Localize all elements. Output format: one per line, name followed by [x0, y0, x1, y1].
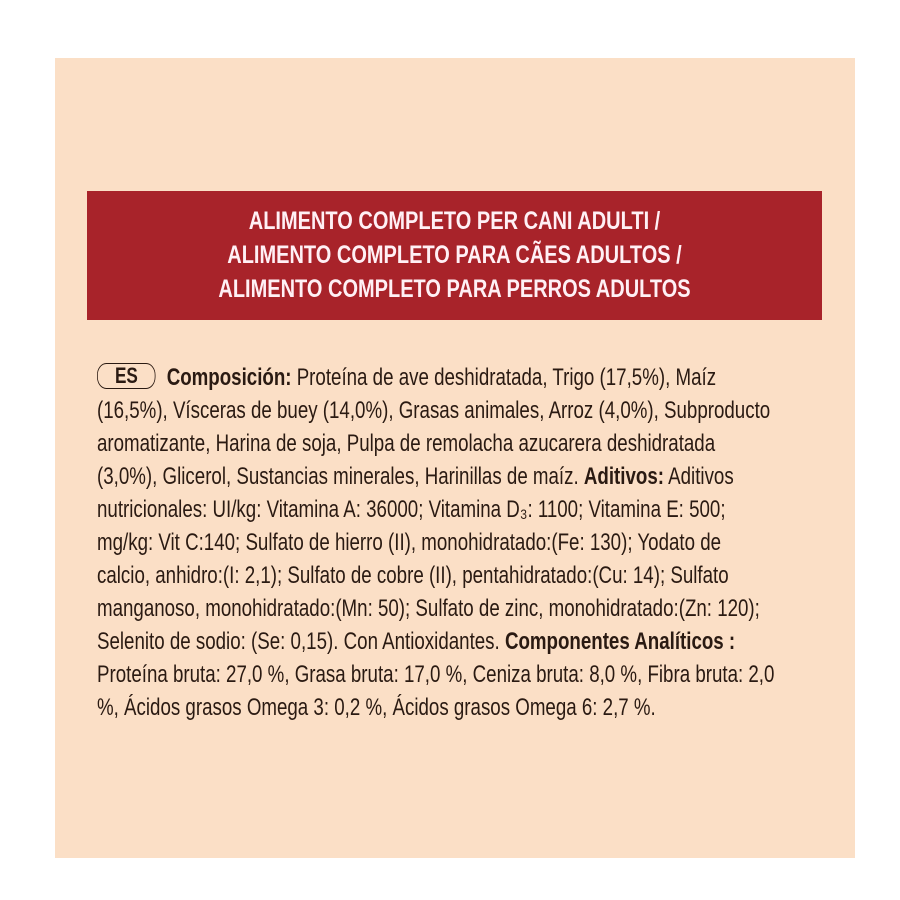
- language-badge: ES: [97, 363, 156, 389]
- text-segment: %, Ácidos grasos Omega 3: 0,2 %, Ácidos grasos Omega 6: 2,7 %.: [97, 694, 656, 721]
- text-segment: aromatizante, Harina de soja, Pulpa de remolacha azucarera deshidratada: [97, 430, 716, 457]
- text-segment: mg/kg: Vit C:140; Sulfato de hierro (II), monohidratado:(Fe: 130); Yodato de: [97, 529, 722, 556]
- composition-text: [97, 361, 857, 724]
- text-line: [97, 691, 690, 724]
- text-line: [97, 394, 771, 427]
- text-segment: Selenito de sodio: (Se: 0,15). Con Antioxidantes.: [97, 628, 505, 655]
- text-segment: manganoso, monohidratado:(Mn: 50); Sulfato de zinc, monohidratado:(Zn: 120);: [97, 595, 760, 622]
- text-line: [97, 559, 729, 592]
- text-segment: (3,0%), Glicerol, Sustancias minerales, Harinillas de maíz.: [97, 463, 584, 490]
- text-line: [97, 625, 736, 658]
- section-heading: Aditivos:: [583, 463, 664, 490]
- banner-line-spanish: ALIMENTO COMPLETO PARA PERROS ADULTOS: [218, 275, 691, 303]
- banner-line-portuguese: ALIMENTO COMPLETO PARA CÃES ADULTOS /: [227, 241, 682, 269]
- product-type-banner: [87, 191, 822, 320]
- text-segment: Proteína bruta: 27,0 %, Grasa bruta: 17,0 %, Ceniza bruta: 8,0 %, Fibra bruta: 2,0: [97, 661, 775, 688]
- section-heading: Componentes Analíticos :: [504, 628, 736, 655]
- text-line: [97, 592, 760, 625]
- text-line: [97, 493, 726, 526]
- text-segment: Proteína de ave deshidratada, Trigo (17,5%), Maíz: [291, 364, 717, 391]
- text-segment: nutricionales: UI/kg: Vitamina A: 36000; Vitamina D₃: 1100; Vitamina E: 500;: [97, 496, 726, 523]
- text-segment: Aditivos: [663, 463, 734, 490]
- section-heading: Composición:: [166, 364, 292, 391]
- text-line: [97, 460, 734, 493]
- text-line: [97, 526, 722, 559]
- text-line: [97, 427, 716, 460]
- text-line: [97, 361, 717, 394]
- banner-line-italian: ALIMENTO COMPLETO PER CANI ADULTI /: [248, 207, 661, 235]
- text-segment: (16,5%), Vísceras de buey (14,0%), Grasas animales, Arroz (4,0%), Subproducto: [97, 397, 771, 424]
- text-line: [97, 658, 775, 691]
- text-segment: calcio, anhidro:(I: 2,1); Sulfato de cobre (II), pentahidratado:(Cu: 14); Sulfato: [97, 562, 729, 589]
